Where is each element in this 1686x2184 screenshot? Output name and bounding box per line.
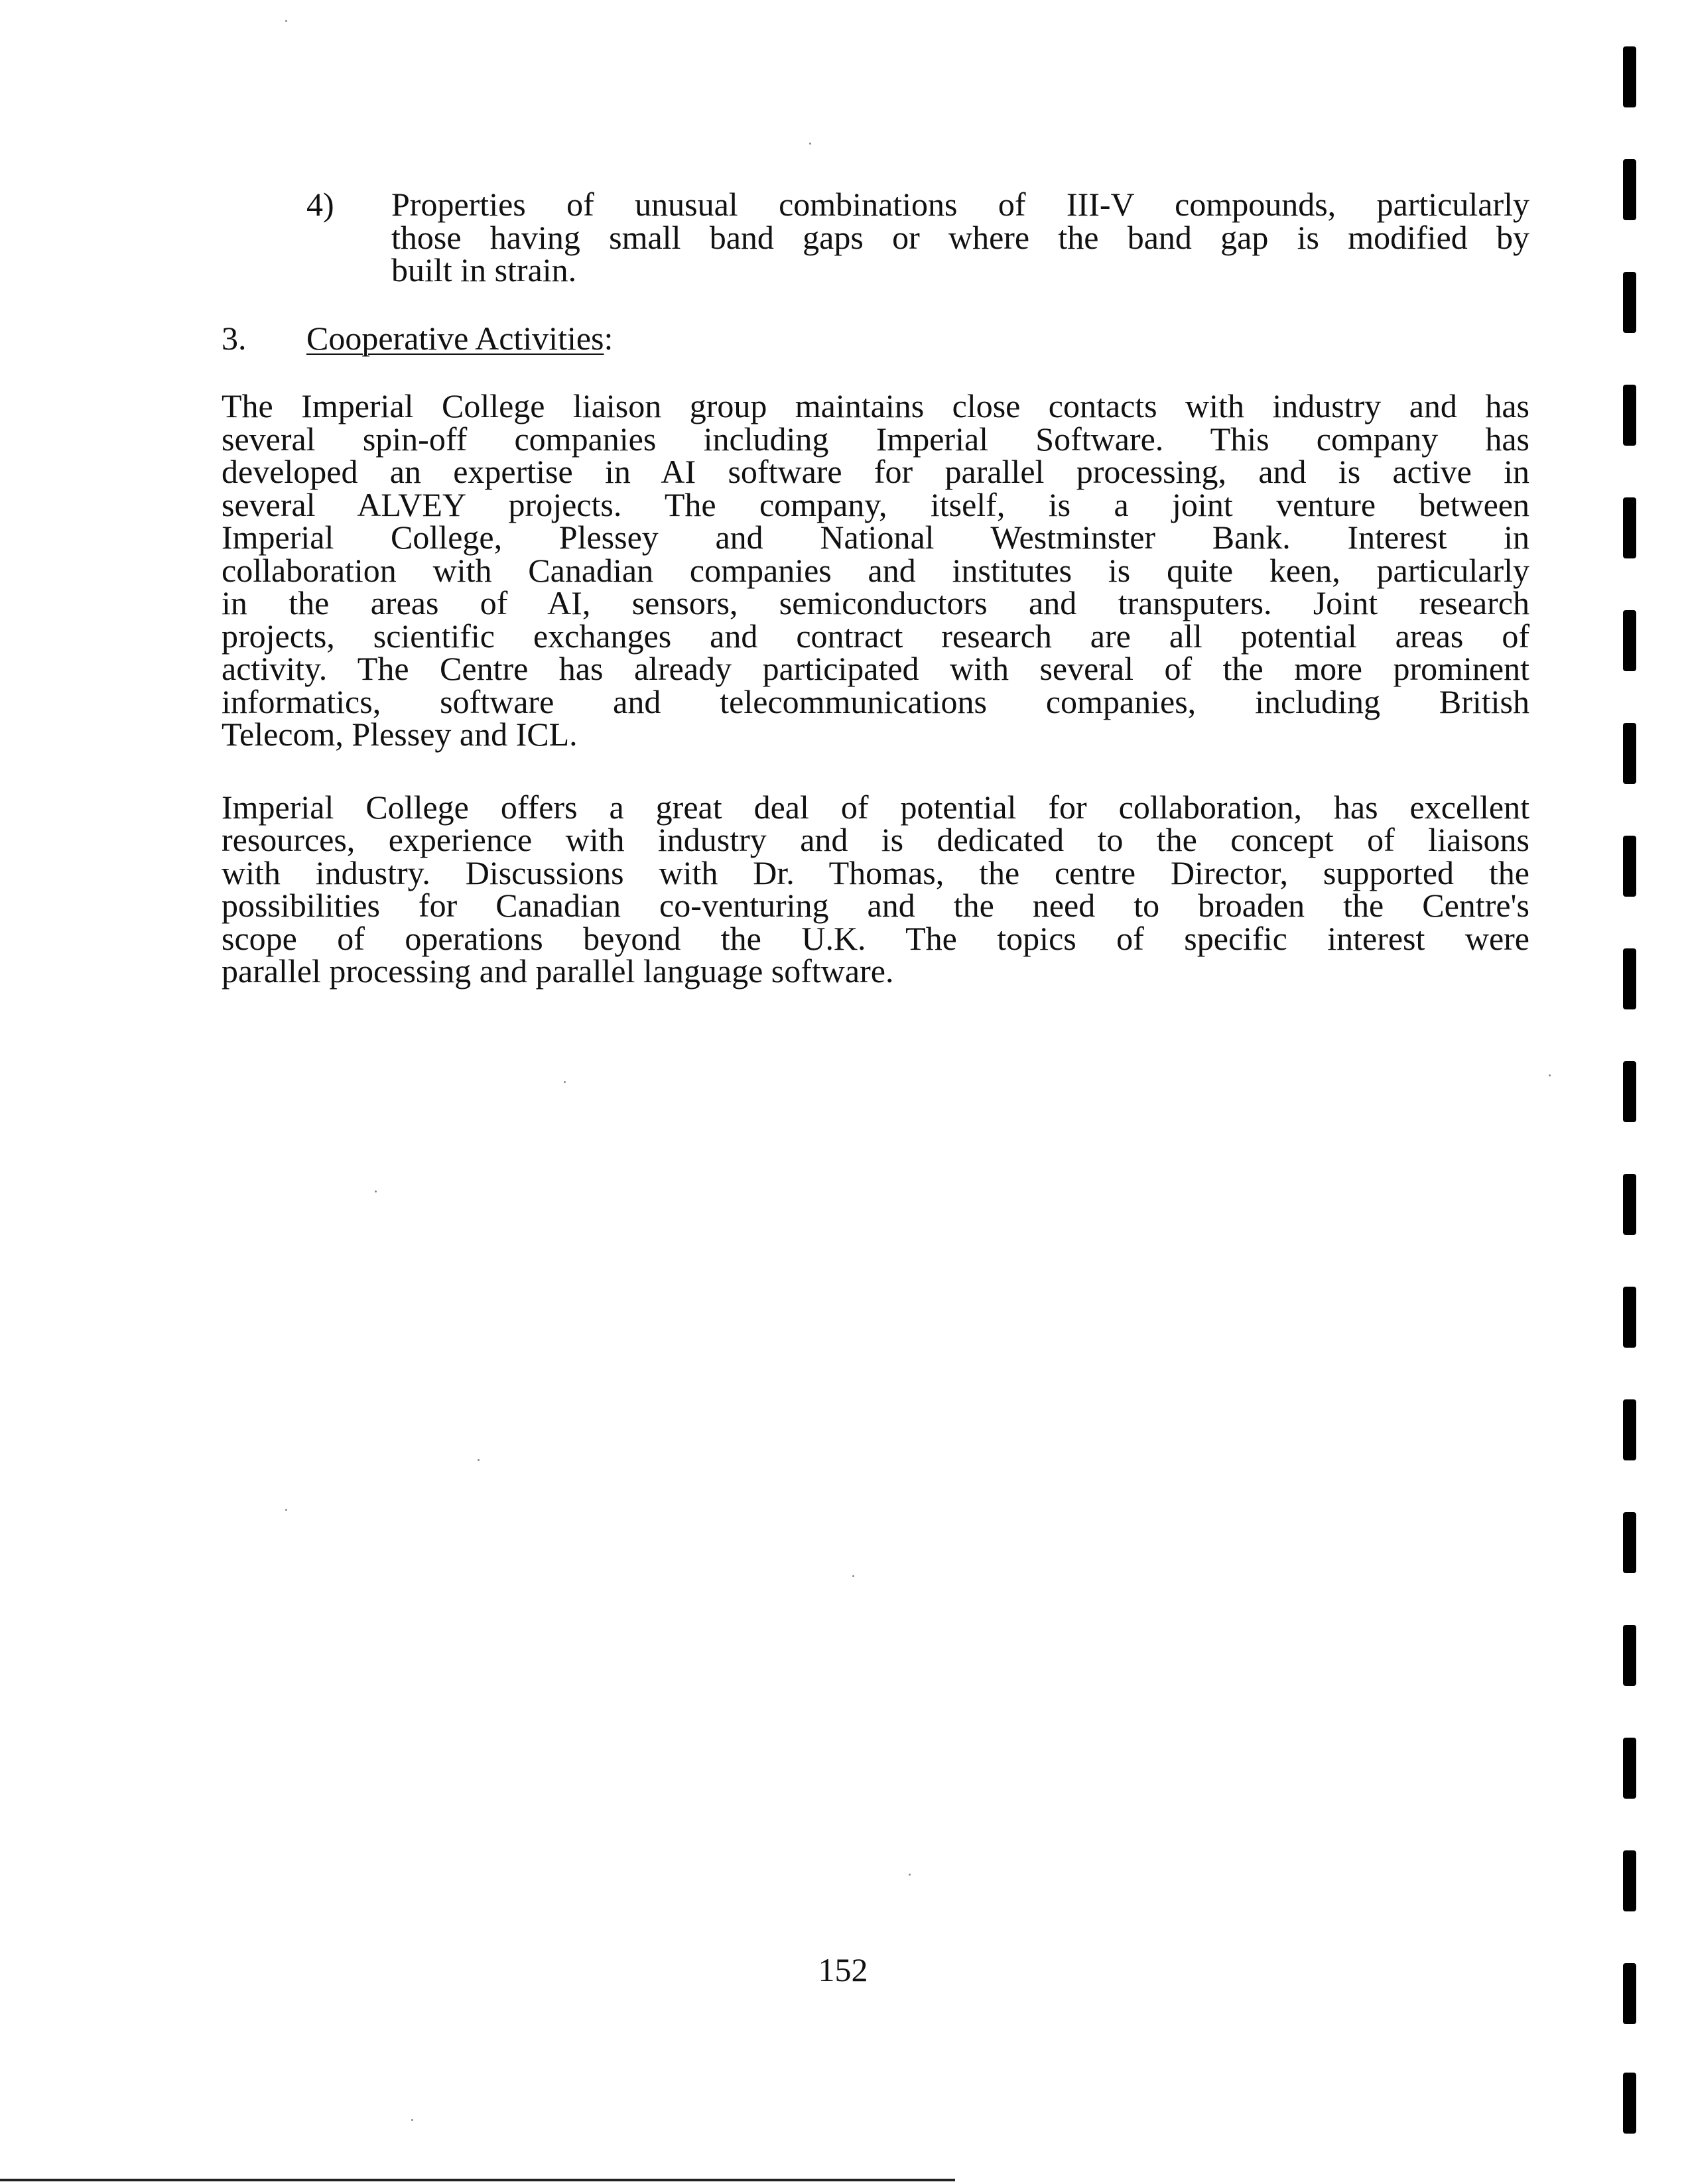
scan-edge-rule: [0, 2179, 955, 2181]
paragraph-line: informatics, software and telecommunications companies, including British: [222, 683, 1529, 720]
section-title: Cooperative Activities: [306, 320, 604, 357]
paragraph-line: The Imperial College liaison group maintains close contacts with industry and has: [222, 387, 1529, 424]
paragraph-line: collaboration with Canadian companies and institutes is quite keen, particularly: [222, 552, 1529, 589]
binding-mark: [1623, 1399, 1636, 1460]
binding-mark: [1623, 1174, 1636, 1235]
scan-speck: [852, 1575, 854, 1577]
paragraph-line: possibilities for Canadian co-venturing and the need to broaden the Centre's: [222, 887, 1529, 924]
paragraph-line: Telecom, Plessey and ICL.: [222, 716, 578, 753]
binding-mark: [1623, 497, 1636, 558]
section-heading: [306, 322, 613, 355]
binding-mark: [1623, 836, 1636, 897]
paragraph-line: activity. The Centre has already participated with several of the more prominent: [222, 650, 1529, 687]
binding-mark: [1623, 1963, 1636, 2024]
scan-speck: [478, 1459, 480, 1461]
scan-speck: [909, 1874, 911, 1876]
paragraph-line: parallel processing and parallel language software.: [222, 952, 894, 990]
list-item-line: those having small band gaps or where the band gap is modified by: [391, 219, 1529, 256]
section-title-colon: :: [604, 320, 614, 357]
scan-speck: [375, 1190, 377, 1192]
section-number: 3.: [222, 320, 247, 357]
binding-mark: [1623, 1738, 1636, 1799]
binding-mark: [1623, 1061, 1636, 1122]
binding-mark: [1623, 1512, 1636, 1573]
paragraph-line: several spin-off companies including Imperial Software. This company has: [222, 420, 1529, 458]
paragraph-line: in the areas of AI, sensors, semiconductors and transputers. Joint research: [222, 584, 1529, 621]
binding-mark: [1623, 2073, 1636, 2134]
paragraph-line: projects, scientific exchanges and contract research are all potential areas of: [222, 617, 1529, 655]
scan-speck: [411, 2119, 413, 2121]
paragraph-line: with industry. Discussions with Dr. Thomas, the centre Director, supported the: [222, 854, 1529, 891]
binding-mark: [1623, 610, 1636, 671]
binding-mark: [1623, 159, 1636, 220]
binding-mark: [1623, 46, 1636, 107]
list-item-number: 4): [306, 186, 334, 223]
list-item-line: built in strain.: [391, 251, 577, 289]
paragraph-line: several ALVEY projects. The company, itself, is a joint venture between: [222, 486, 1529, 523]
scan-speck: [285, 1509, 287, 1511]
binding-mark: [1623, 723, 1636, 784]
paragraph-line: Imperial College offers a great deal of potential for collaboration, has excellent: [222, 789, 1529, 826]
paragraph-line: scope of operations beyond the U.K. The topics of specific interest were: [222, 920, 1529, 957]
binding-mark: [1623, 948, 1636, 1009]
scan-speck: [1549, 1074, 1551, 1076]
paragraph-line: resources, experience with industry and is dedicated to the concept of liaisons: [222, 821, 1529, 858]
binding-mark: [1623, 385, 1636, 446]
paragraph-line: Imperial College, Plessey and National Westminster Bank. Interest in: [222, 519, 1529, 556]
page-number: 152: [818, 1951, 868, 1988]
binding-mark: [1623, 1287, 1636, 1348]
binding-mark: [1623, 272, 1636, 333]
paragraph-line: developed an expertise in AI software for parallel processing, and is active in: [222, 453, 1529, 490]
binding-mark: [1623, 1850, 1636, 1911]
list-item-line: Properties of unusual combinations of III-V compounds, particularly: [391, 186, 1529, 223]
binding-mark: [1623, 1625, 1636, 1686]
scan-speck: [564, 1081, 566, 1083]
scan-speck: [285, 20, 287, 22]
scan-speck: [809, 143, 811, 145]
